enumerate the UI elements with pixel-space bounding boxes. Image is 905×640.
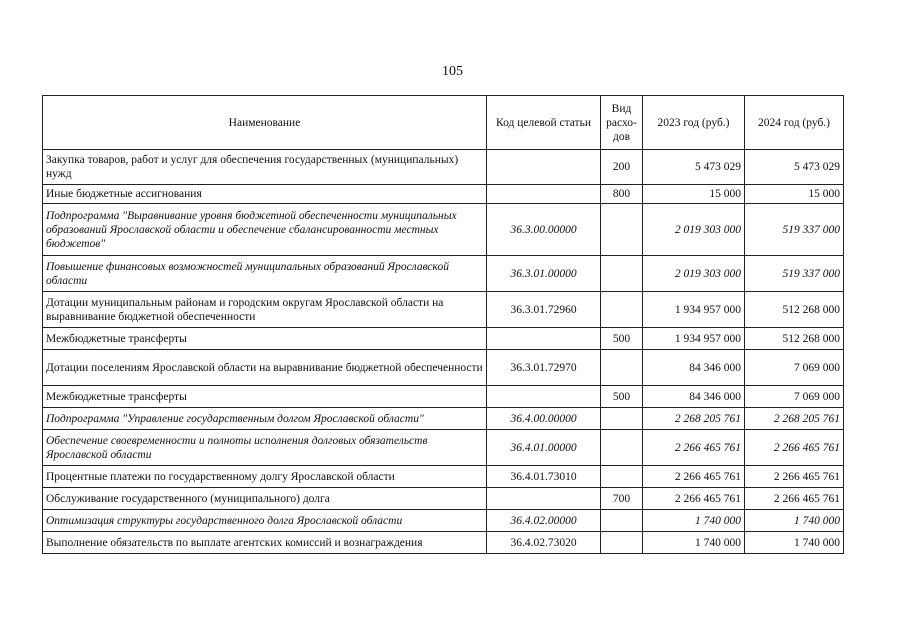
table-row [43,350,844,386]
row-expense-type-cell: 200 [601,150,643,185]
row-code-cell: 36.3.00.00000 [487,204,601,256]
row-amount-2023-cell: 5 473 029 [643,150,745,185]
row-code-cell [487,488,601,510]
row-amount-2023-cell: 2 019 303 000 [643,204,745,256]
row-amount-2023-cell: 1 934 957 000 [643,292,745,328]
row-code-cell: 36.3.01.00000 [487,256,601,292]
row-amount-2024-cell: 15 000 [745,185,844,204]
row-name-cell: Дотации муниципальным районам и городским округам Ярославской области на выравнивание бюджетной обеспеченности [43,292,487,328]
row-amount-2024-cell: 7 069 000 [745,350,844,386]
row-code-cell [487,386,601,408]
row-amount-2024-cell: 512 268 000 [745,328,844,350]
row-expense-type-cell: 800 [601,185,643,204]
table-row [43,408,844,430]
row-code-cell: 36.4.02.73020 [487,532,601,554]
row-amount-2024-cell: 2 266 465 761 [745,488,844,510]
table-body [43,150,844,554]
header-2023: 2023 год (руб.) [643,96,745,150]
header-name: Наименование [43,96,487,150]
row-name-cell: Обеспечение своевременности и полноты исполнения долговых обязательств Ярославской области [43,430,487,466]
row-amount-2023-cell: 1 934 957 000 [643,328,745,350]
row-expense-type-cell [601,256,643,292]
row-amount-2024-cell: 512 268 000 [745,292,844,328]
row-amount-2023-cell: 2 268 205 761 [643,408,745,430]
row-expense-type-cell: 500 [601,386,643,408]
row-amount-2023-cell: 1 740 000 [643,510,745,532]
row-expense-type-cell [601,510,643,532]
table-row [43,204,844,256]
row-expense-type-cell: 500 [601,328,643,350]
row-amount-2024-cell: 5 473 029 [745,150,844,185]
table-row [43,150,844,185]
table-row [43,430,844,466]
row-expense-type-cell [601,204,643,256]
row-expense-type-cell [601,466,643,488]
row-name-cell: Дотации поселениям Ярославской области на выравнивание бюджетной обеспеченности [43,350,487,386]
row-amount-2024-cell: 1 740 000 [745,532,844,554]
row-amount-2023-cell: 2 019 303 000 [643,256,745,292]
table-row [43,386,844,408]
table-row [43,488,844,510]
table-row [43,185,844,204]
table-row [43,256,844,292]
row-name-cell: Закупка товаров, работ и услуг для обеспечения государственных (муниципальных) нужд [43,150,487,185]
budget-table [42,95,844,554]
row-amount-2024-cell: 1 740 000 [745,510,844,532]
row-name-cell: Обслуживание государственного (муниципального) долга [43,488,487,510]
row-name-cell: Оптимизация структуры государственного долга Ярославской области [43,510,487,532]
row-amount-2023-cell: 2 266 465 761 [643,488,745,510]
row-expense-type-cell [601,292,643,328]
row-expense-type-cell [601,430,643,466]
row-amount-2024-cell: 519 337 000 [745,256,844,292]
row-name-cell: Подпрограмма "Управление государственным долгом Ярославской области" [43,408,487,430]
header-code: Код целевой статьи [487,96,601,150]
row-amount-2023-cell: 84 346 000 [643,350,745,386]
row-amount-2023-cell: 15 000 [643,185,745,204]
row-expense-type-cell [601,350,643,386]
row-amount-2023-cell: 2 266 465 761 [643,466,745,488]
row-name-cell: Межбюджетные трансферты [43,328,487,350]
table-header-row [43,96,844,150]
header-expense-type: Вид расхо-дов [601,96,643,150]
table-row [43,466,844,488]
row-name-cell: Выполнение обязательств по выплате агентских комиссий и вознаграждения [43,532,487,554]
row-name-cell: Процентные платежи по государственному долгу Ярославской области [43,466,487,488]
page-number: 105 [442,64,463,79]
table-row [43,532,844,554]
row-name-cell: Межбюджетные трансферты [43,386,487,408]
row-amount-2024-cell: 2 266 465 761 [745,430,844,466]
row-amount-2024-cell: 2 268 205 761 [745,408,844,430]
table-row [43,292,844,328]
row-code-cell: 36.4.00.00000 [487,408,601,430]
row-code-cell: 36.3.01.72970 [487,350,601,386]
row-amount-2024-cell: 7 069 000 [745,386,844,408]
row-expense-type-cell [601,532,643,554]
row-amount-2024-cell: 519 337 000 [745,204,844,256]
row-code-cell [487,185,601,204]
row-code-cell: 36.4.02.00000 [487,510,601,532]
table-row [43,510,844,532]
row-name-cell: Иные бюджетные ассигнования [43,185,487,204]
row-name-cell: Подпрограмма "Выравнивание уровня бюджетной обеспеченности муниципальных образований Ярославской области и обеспечение сбалансированности местных бюджетов" [43,204,487,256]
row-amount-2023-cell: 1 740 000 [643,532,745,554]
row-code-cell [487,150,601,185]
row-code-cell [487,328,601,350]
row-expense-type-cell: 700 [601,488,643,510]
row-code-cell: 36.3.01.72960 [487,292,601,328]
row-code-cell: 36.4.01.73010 [487,466,601,488]
row-code-cell: 36.4.01.00000 [487,430,601,466]
row-amount-2024-cell: 2 266 465 761 [745,466,844,488]
header-2024: 2024 год (руб.) [745,96,844,150]
row-expense-type-cell [601,408,643,430]
table-row [43,328,844,350]
row-amount-2023-cell: 84 346 000 [643,386,745,408]
row-amount-2023-cell: 2 266 465 761 [643,430,745,466]
row-name-cell: Повышение финансовых возможностей муниципальных образований Ярославской области [43,256,487,292]
